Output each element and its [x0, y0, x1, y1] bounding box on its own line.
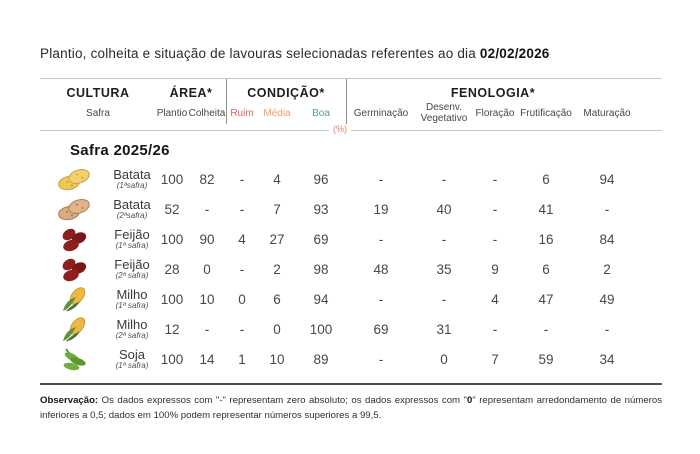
- maturacao-value: 2: [603, 261, 611, 277]
- beans-icon: [40, 226, 108, 253]
- title-text: Plantio, colheita e situação de lavouras selecionadas referentes ao dia: [40, 46, 480, 61]
- desenv-value: -: [441, 231, 447, 247]
- maturacao-value: 84: [599, 231, 615, 247]
- col-frutificacao: Frutificação: [520, 107, 572, 119]
- plantio-value: 100: [160, 351, 184, 367]
- germinacao-value: -: [378, 291, 384, 307]
- observation-note: [40, 394, 662, 424]
- crop-name: Soja: [118, 347, 146, 362]
- table-row: [40, 254, 640, 284]
- colheita-value: 82: [199, 171, 215, 187]
- germinacao-value: 19: [373, 201, 389, 217]
- col-maturacao: Maturação: [583, 107, 631, 119]
- boa-value: 100: [309, 321, 333, 337]
- boa-value: 93: [313, 201, 329, 217]
- floracao-value: -: [492, 321, 498, 337]
- colheita-value: 10: [199, 291, 215, 307]
- ruim-value: 4: [238, 231, 246, 247]
- col-media: Média: [263, 107, 291, 119]
- floracao-value: -: [492, 201, 498, 217]
- table-row: [40, 314, 640, 344]
- frutificacao-value: -: [543, 321, 549, 337]
- report-content: [40, 46, 662, 424]
- media-value: 7: [273, 201, 281, 217]
- colheita-value: 14: [199, 351, 215, 367]
- media-value: 6: [273, 291, 281, 307]
- col-colheita: Colheita: [188, 107, 226, 119]
- crop-season: (1ª safra): [115, 241, 149, 250]
- media-value: 10: [269, 351, 285, 367]
- crop-name: Milho: [116, 317, 148, 332]
- col-group-fenologia: FENOLOGIA*: [450, 86, 536, 100]
- media-value: 0: [273, 321, 281, 337]
- crop-season: (1ª safra): [115, 361, 149, 370]
- observation-text-2: " representam arredondamento de números inferiores a 0,5; dados em 100% podem representar números superiores a 99,5.: [40, 395, 663, 421]
- col-group-area: ÁREA*: [169, 86, 213, 100]
- corn-icon: [40, 286, 108, 313]
- corn-icon: [40, 316, 108, 343]
- col-ruim: Ruim: [230, 107, 254, 119]
- ruim-value: 1: [238, 351, 246, 367]
- media-value: 4: [273, 171, 281, 187]
- ruim-value: 0: [238, 291, 246, 307]
- boa-value: 98: [313, 261, 329, 277]
- frutificacao-value: 6: [542, 261, 550, 277]
- plantio-value: 100: [160, 171, 184, 187]
- crop-season: (1ª safra): [115, 301, 149, 310]
- observation-zero: 0: [466, 395, 473, 406]
- germinacao-value: 69: [373, 321, 389, 337]
- colheita-value: -: [204, 201, 210, 217]
- table-bottom-rule: [40, 383, 662, 385]
- potato-brown-icon: [40, 196, 108, 222]
- media-value: 27: [269, 231, 285, 247]
- col-boa: Boa: [312, 107, 330, 119]
- desenv-value: -: [441, 291, 447, 307]
- floracao-value: 9: [491, 261, 499, 277]
- germinacao-value: -: [378, 231, 384, 247]
- col-desenv-vegetativo: Desenv. Vegetativo: [420, 102, 468, 124]
- colheita-value: 0: [203, 261, 211, 277]
- germinacao-value: -: [378, 171, 384, 187]
- desenv-value: 31: [436, 321, 452, 337]
- header-group-row: [40, 86, 640, 100]
- maturacao-value: 94: [599, 171, 615, 187]
- maturacao-value: 34: [599, 351, 615, 367]
- crop-name: Feijão: [114, 257, 150, 272]
- table-header: [40, 78, 662, 124]
- ruim-value: -: [239, 201, 245, 217]
- ruim-value: -: [239, 171, 245, 187]
- media-value: 2: [273, 261, 281, 277]
- plantio-value: 52: [164, 201, 180, 217]
- maturacao-value: -: [604, 321, 610, 337]
- floracao-value: 4: [491, 291, 499, 307]
- potato-yellow-icon: [40, 166, 108, 192]
- table-row: [40, 224, 640, 254]
- observation-label: Observação:: [40, 395, 99, 406]
- crop-season: (2ª safra): [115, 271, 149, 280]
- percent-unit-label: (%): [329, 124, 351, 134]
- maturacao-value: 49: [599, 291, 615, 307]
- boa-value: 89: [313, 351, 329, 367]
- frutificacao-value: 59: [538, 351, 554, 367]
- col-group-condicao: CONDIÇÃO*: [247, 86, 325, 100]
- observation-text-1: Os dados expressos com "-" representam zero absoluto; os dados expressos com ": [98, 395, 467, 406]
- crop-cell: [108, 348, 156, 370]
- header-divider-2: [346, 79, 347, 124]
- soybean-icon: [40, 346, 108, 373]
- plantio-value: 100: [160, 291, 184, 307]
- season-section-header: Safra 2025/26: [70, 142, 170, 159]
- report-date: 02/02/2026: [479, 46, 550, 61]
- floracao-value: 7: [491, 351, 499, 367]
- colheita-value: 90: [199, 231, 215, 247]
- ruim-value: -: [239, 321, 245, 337]
- col-plantio: Plantio: [156, 107, 188, 119]
- crop-cell: [108, 168, 156, 190]
- col-floracao: Floração: [475, 107, 515, 119]
- col-safra: Safra: [86, 107, 110, 119]
- frutificacao-value: 41: [538, 201, 554, 217]
- desenv-value: 0: [440, 351, 448, 367]
- plantio-value: 12: [164, 321, 180, 337]
- frutificacao-value: 16: [538, 231, 554, 247]
- crop-season: (2ªsafra): [116, 211, 148, 220]
- header-divider-1: [226, 79, 227, 124]
- colheita-value: -: [204, 321, 210, 337]
- germinacao-value: 48: [373, 261, 389, 277]
- crop-name: Batata: [113, 197, 151, 212]
- crop-season: (1ªsafra): [116, 181, 148, 190]
- table-row: [40, 284, 640, 314]
- boa-value: 94: [313, 291, 329, 307]
- crop-cell: [108, 198, 156, 220]
- table-row: [40, 344, 640, 374]
- boa-value: 69: [313, 231, 329, 247]
- desenv-value: -: [441, 171, 447, 187]
- table-row: [40, 164, 640, 194]
- plantio-value: 100: [160, 231, 184, 247]
- frutificacao-value: 47: [538, 291, 554, 307]
- boa-value: 96: [313, 171, 329, 187]
- table-row: [40, 194, 640, 224]
- crop-cell: [108, 228, 156, 250]
- crop-name: Feijão: [114, 227, 150, 242]
- desenv-value: 35: [436, 261, 452, 277]
- desenv-value: 40: [436, 201, 452, 217]
- crop-name: Batata: [113, 167, 151, 182]
- crop-cell: [108, 288, 156, 310]
- ruim-value: -: [239, 261, 245, 277]
- floracao-value: -: [492, 231, 498, 247]
- crop-name: Milho: [116, 287, 148, 302]
- floracao-value: -: [492, 171, 498, 187]
- col-group-cultura: CULTURA: [66, 86, 130, 100]
- header-sub-row: [40, 102, 640, 124]
- maturacao-value: -: [604, 201, 610, 217]
- col-germinacao: Germinação: [353, 107, 409, 119]
- plantio-value: 28: [164, 261, 180, 277]
- frutificacao-value: 6: [542, 171, 550, 187]
- crop-cell: [108, 318, 156, 340]
- germinacao-value: -: [378, 351, 384, 367]
- page-title: [40, 46, 662, 61]
- beans-icon: [40, 256, 108, 283]
- percent-rule: [40, 124, 662, 134]
- crop-season: (2ª safra): [115, 331, 149, 340]
- crop-cell: [108, 258, 156, 280]
